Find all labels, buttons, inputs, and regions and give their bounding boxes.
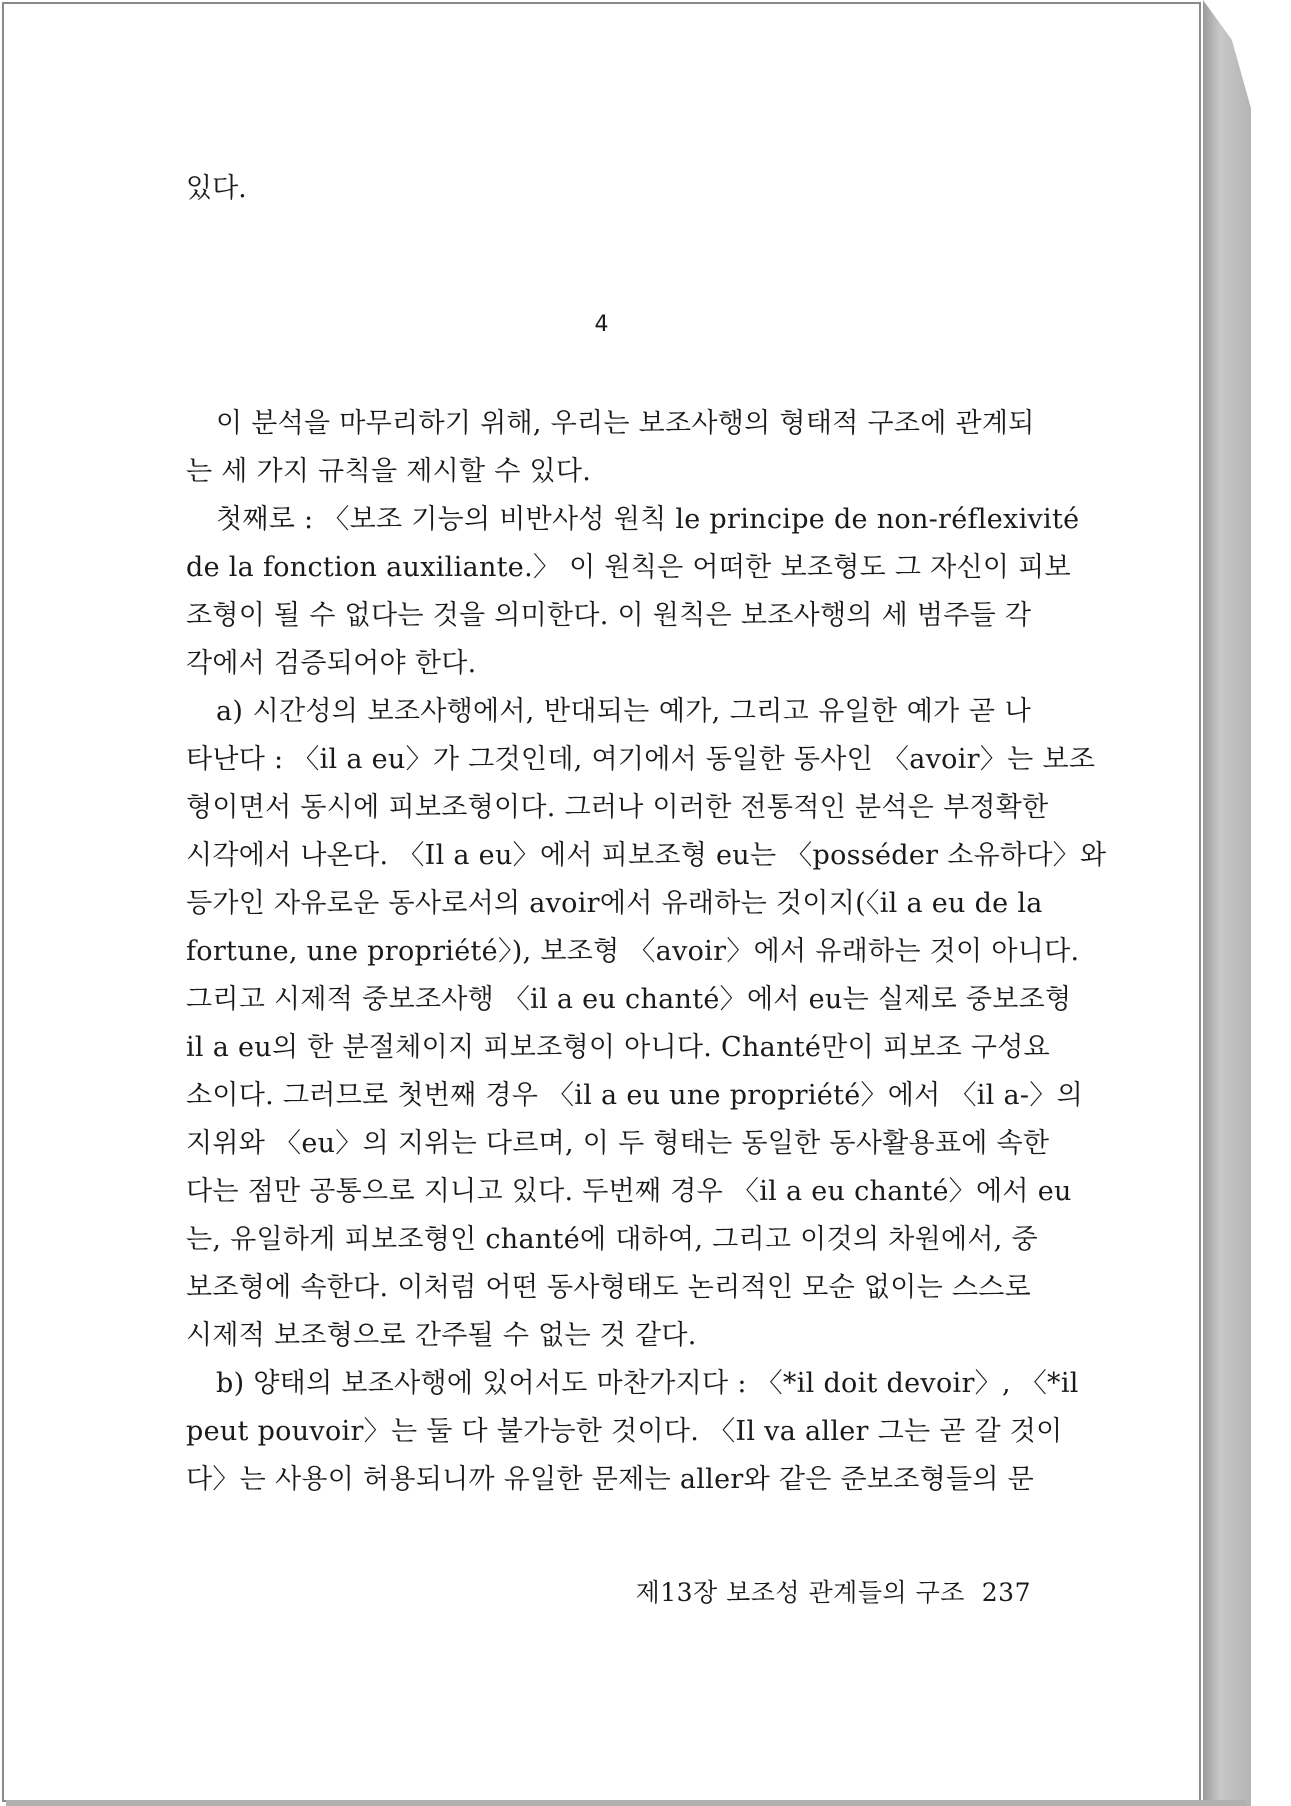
text-line: 시각에서 나온다. 〈Il a eu〉에서 피보조형 eu는 〈posséder 소유하다〉와 (186, 840, 1107, 871)
text-line: fortune, une propriété〉), 보조형 〈avoir〉에서 유래하는 것이 아니다. (186, 936, 1080, 967)
text-line: 다〉는 사용이 허용되니까 유일한 문제는 aller와 같은 준보조형들의 문 (186, 1464, 1035, 1495)
page-shadow (6, 1800, 1246, 1806)
intro-line: 있다. (186, 173, 247, 204)
paragraph-3 (186, 688, 1107, 1360)
text-line: 그리고 시제적 중보조사행 〈il a eu chanté〉에서 eu는 실제로 중보조형 (186, 984, 1072, 1015)
text-line: 형이면서 동시에 피보조형이다. 그러나 이러한 전통적인 분석은 부정확한 (186, 792, 1049, 823)
text-line: peut pouvoir〉는 둘 다 불가능한 것이다. 〈Il va aller 그는 곧 갈 것이 (186, 1416, 1063, 1447)
page-footer (636, 1573, 1031, 1609)
paragraph-2 (186, 496, 1080, 688)
text-line: 각에서 검증되어야 한다. (186, 648, 477, 679)
running-head: 제13장 보조성 관계들의 구조 (635, 1578, 965, 1607)
text-line: a) 시간성의 보조사행에서, 반대되는 예가, 그리고 유일한 예가 곧 나 (216, 696, 1031, 727)
text-line: 다는 점만 공통으로 지니고 있다. 두번째 경우 〈il a eu chanté〉에서 eu (186, 1176, 1072, 1207)
text-line: 이 분석을 마무리하기 위해, 우리는 보조사행의 형태적 구조에 관계되 (216, 408, 1035, 439)
text-line: b) 양태의 보조사행에 있어서도 마찬가지다 : 〈*il doit devoir〉, 〈*il (216, 1368, 1079, 1399)
body-text (186, 400, 1107, 1504)
text-line: 시제적 보조형으로 간주될 수 없는 것 같다. (186, 1320, 697, 1351)
section-number: 4 (594, 312, 609, 337)
text-line: 소이다. 그러므로 첫번째 경우 〈il a eu une propriété〉에서 〈il a-〉의 (186, 1080, 1083, 1111)
text-line: 는 세 가지 규칙을 제시할 수 있다. (186, 456, 592, 487)
text-line: 조형이 될 수 없다는 것을 의미한다. 이 원칙은 보조사행의 세 범주들 각 (186, 600, 1032, 631)
text-line: il a eu의 한 분절체이지 피보조형이 아니다. Chanté만이 피보조 구성요 (186, 1032, 1051, 1063)
paragraph-4 (186, 1360, 1079, 1504)
text-line: 타난다 : 〈il a eu〉가 그것인데, 여기에서 동일한 동사인 〈avoir〉는 보조 (186, 744, 1096, 775)
text-line: de la fonction auxiliante.〉 이 원칙은 어떠한 보조형도 그 자신이 피보 (186, 552, 1071, 583)
page-number: 237 (981, 1578, 1031, 1607)
text-line: 등가인 자유로운 동사로서의 avoir에서 유래하는 것이지(〈il a eu de la (186, 888, 1043, 919)
text-line: 는, 유일하게 피보조형인 chanté에 대하여, 그리고 이것의 차원에서, 중 (186, 1224, 1038, 1255)
text-line: 지위와 〈eu〉의 지위는 다르며, 이 두 형태는 동일한 동사활용표에 속한 (186, 1128, 1050, 1159)
text-line: 보조형에 속한다. 이처럼 어떤 동사형태도 논리적인 모순 없이는 스스로 (186, 1272, 1032, 1303)
page-edge (1203, 0, 1251, 1806)
paragraph-1 (186, 400, 1035, 496)
text-line: 첫째로 : 〈보조 기능의 비반사성 원칙 le principe de non-réflexivité (216, 504, 1080, 535)
